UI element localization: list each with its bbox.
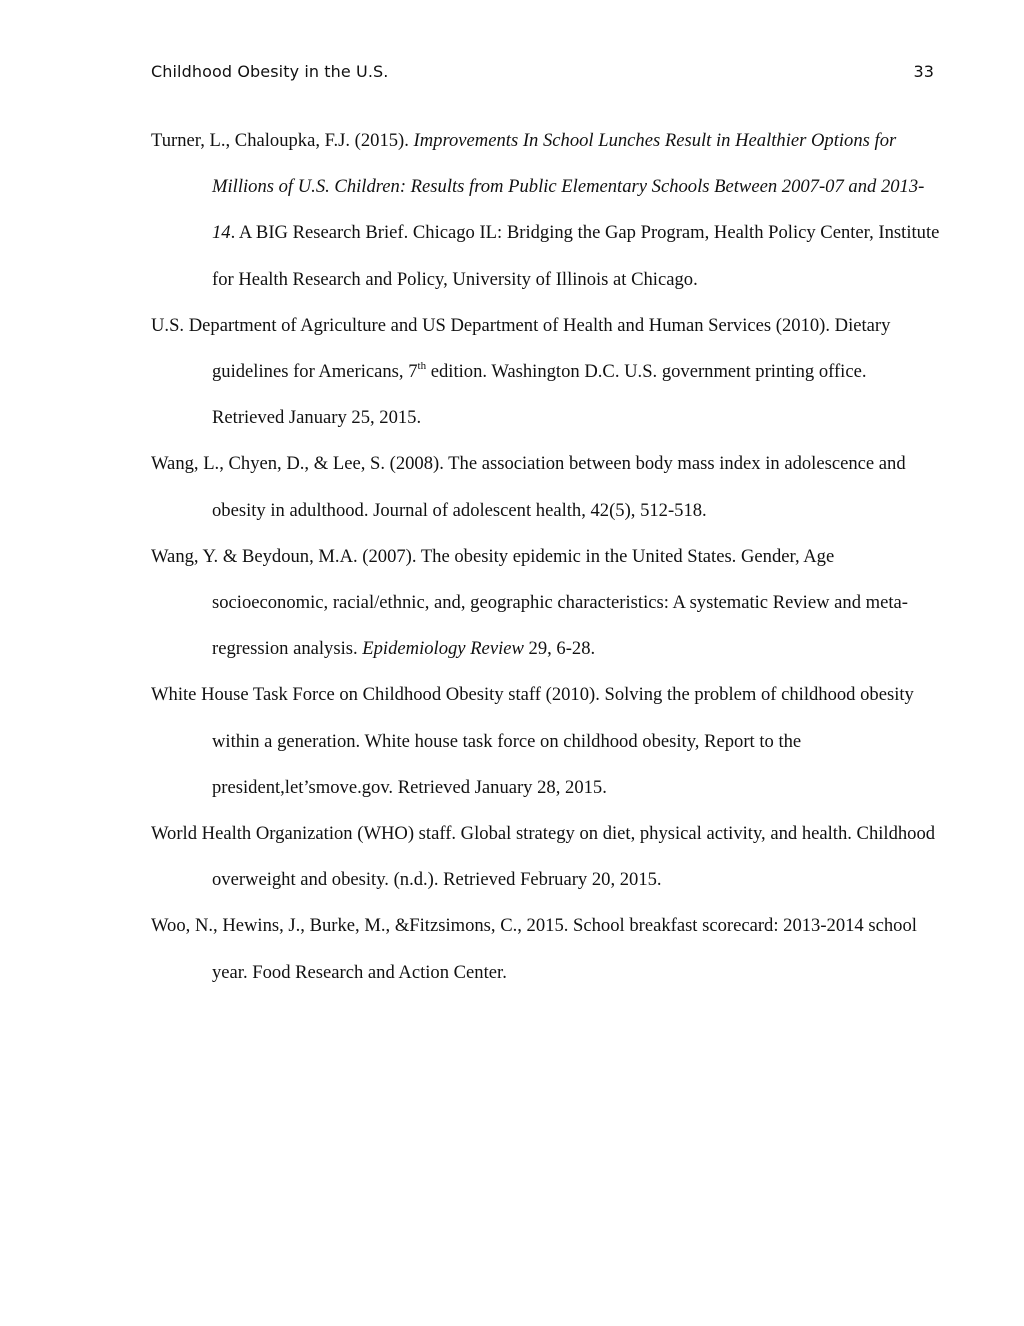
reference-text: Turner, L., Chaloupka, F.J. (2015). xyxy=(151,130,414,151)
reference-text: edition. Washington D.C. U.S. government printing office. Retrieved January 25, 2015. xyxy=(212,361,867,429)
reference-title-italic: Improvements In School Lunches Result in Healthier Options for Millions of U.S. Children: Results from Public Elementary Schools Between 2007-07 and 2013-14 xyxy=(212,130,925,244)
reference-journal-italic: Epidemiology Review xyxy=(362,638,524,660)
reference-text: 29, 6-28. xyxy=(523,638,596,660)
reference-entry-white-house: White House Task Force on Childhood Obesity staff (2010). Solving the problem of childhood obesity within a generation. White house task force on childhood obesity, Report to the president,let’smove.gov. Retrieved January 28, 2015. xyxy=(151,684,914,798)
page-number: 33 xyxy=(913,62,934,81)
reference-entry-woo: Woo, N., Hewins, J., Burke, M., &Fitzsimons, C., 2015. School breakfast scorecard: 2013-2014 school year. Food Research and Action Center. xyxy=(151,915,917,983)
reference-entry-wang-2008: Wang, L., Chyen, D., & Lee, S. (2008). The association between body mass index in adolescence and obesity in adulthood. Journal of adolescent health, 42(5), 512-518. xyxy=(151,453,906,521)
running-head: Childhood Obesity in the U.S. xyxy=(151,62,389,81)
reference-entry-wang-2007 xyxy=(151,534,941,673)
reference-text: Wang, Y. & Beydoun, M.A. (2007). The obesity epidemic in the United States. Gender, Age socioeconomic, racial/ethnic, and, geographic characteristics: A systematic Review and meta-regression analysis. xyxy=(151,545,908,660)
reference-text: U.S. Department of Agriculture and US Department of Health and Human Services (2010). Dietary guidelines for Americans, 7 xyxy=(151,314,891,383)
reference-entry-usda xyxy=(151,303,941,442)
page-header xyxy=(151,62,934,88)
reference-entry-turner xyxy=(151,118,941,303)
reference-text: . A BIG Research Brief. Chicago IL: Bridging the Gap Program, Health Policy Center, Institute for Health Research and Policy, University of Illinois at Chicago. xyxy=(212,222,940,290)
reference-list xyxy=(151,118,941,996)
reference-entry-who: World Health Organization (WHO) staff. Global strategy on diet, physical activity, and health. Childhood overweight and obesity. (n.d.). Retrieved February 20, 2015. xyxy=(151,823,936,891)
ordinal-superscript: th xyxy=(417,360,427,373)
